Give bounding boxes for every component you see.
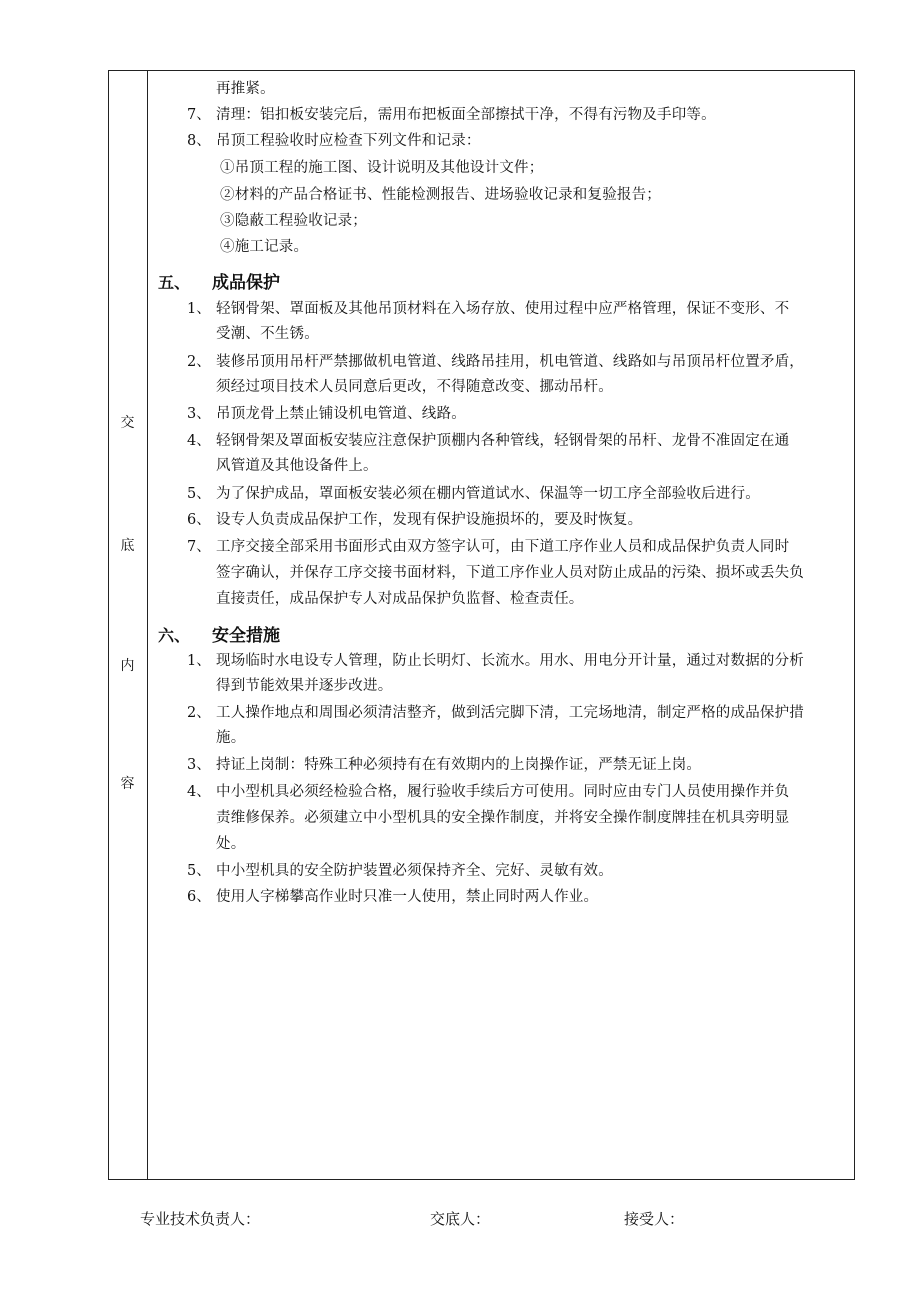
- s6-item-4-line-2: 责维修保养。必须建立中小型机具的安全操作制度，并将安全操作制度牌挂在机具旁明显: [216, 810, 790, 826]
- s5-item-3-number: 3、: [187, 406, 211, 422]
- s6-item-1-number: 1、: [187, 653, 211, 669]
- sub-item-2: ②材料的产品合格证书、性能检测报告、进场验收记录和复验报告；: [220, 187, 661, 203]
- s6-item-6-number: 6、: [187, 889, 211, 905]
- side-label-char-3: 内: [120, 658, 135, 674]
- section-6-number: 六、: [158, 626, 191, 645]
- s6-item-1-line-1: 现场临时水电设专人管理，防止长明灯、长流水。用水、用电分开计量，通过对数据的分析: [216, 653, 804, 669]
- section-5-title: 成品保护: [212, 273, 280, 293]
- s6-item-4-line-1: 中小型机具必须经检验合格，履行验收手续后方可使用。同时应由专门人员使用操作并负: [216, 784, 790, 800]
- s5-item-4-number: 4、: [187, 433, 211, 449]
- s5-item-1-number: 1、: [187, 301, 211, 317]
- sub-item-3: ③隐蔽工程验收记录；: [220, 213, 367, 229]
- s6-item-1-line-2: 得到节能效果并逐步改进。: [216, 678, 393, 694]
- s5-item-5-line-1: 为了保护成品，罩面板安装必须在棚内管道试水、保温等一切工序全部验收后进行。: [216, 486, 760, 502]
- side-label-char-2: 底: [120, 538, 135, 554]
- item-8-number: 8、: [187, 133, 211, 149]
- s6-item-4-number: 4、: [187, 784, 211, 800]
- s5-item-7-number: 7、: [187, 539, 211, 555]
- s6-item-4-line-3: 处。: [216, 836, 246, 852]
- s5-item-2-line-2: 须经过项目技术人员同意后更改，不得随意改变、挪动吊杆。: [216, 379, 613, 395]
- section-5-number: 五、: [158, 273, 191, 292]
- s5-item-4-line-2: 风管道及其他设备件上。: [216, 458, 378, 474]
- footer-presenter-label: 交底人：: [430, 1210, 491, 1228]
- s6-item-2-line-2: 施。: [216, 730, 246, 746]
- s5-item-4-line-1: 轻钢骨架及罩面板安装应注意保护顶棚内各种管线，轻钢骨架的吊杆、龙骨不准固定在通: [216, 433, 790, 449]
- s5-item-5-number: 5、: [187, 486, 211, 502]
- s5-item-1-line-2: 受潮、不生锈。: [216, 326, 319, 342]
- item-8-text: 吊顶工程验收时应检查下列文件和记录：: [216, 133, 481, 149]
- s6-item-3-number: 3、: [187, 757, 211, 773]
- side-label-char-4: 容: [120, 776, 135, 792]
- footer-receiver-label: 接受人：: [624, 1210, 685, 1228]
- s6-item-2-number: 2、: [187, 705, 211, 721]
- s5-item-7-line-2: 签字确认，并保存工序交接书面材料，下道工序作业人员对防止成品的污染、损坏或丢失负: [216, 565, 804, 581]
- s5-item-2-number: 2、: [187, 354, 211, 370]
- s5-item-7-line-3: 直接责任，成品保护专人对成品保护负监督、检查责任。: [216, 591, 584, 607]
- s5-item-6-number: 6、: [187, 512, 211, 528]
- s6-item-6-line-1: 使用人字梯攀高作业时只准一人使用，禁止同时两人作业。: [216, 889, 599, 905]
- s6-item-2-line-1: 工人操作地点和周围必须清洁整齐，做到活完脚下清，工完场地清，制定严格的成品保护措: [216, 705, 804, 721]
- sub-item-1: ①吊顶工程的施工图、设计说明及其他设计文件；: [220, 160, 544, 176]
- item-7-text: 清理：铝扣板安装完后，需用布把板面全部擦拭干净，不得有污物及手印等。: [216, 107, 716, 123]
- side-label-char-1: 交: [120, 415, 135, 431]
- s6-item-5-line-1: 中小型机具的安全防护装置必须保持齐全、完好、灵敏有效。: [216, 863, 613, 879]
- s5-item-7-line-1: 工序交接全部采用书面形式由双方签字认可，由下道工序作业人员和成品保护负责人同时: [216, 539, 790, 555]
- section-6-title: 安全措施: [212, 626, 280, 646]
- s5-item-2-line-1: 装修吊顶用吊杆严禁挪做机电管道、线路吊挂用，机电管道、线路如与吊顶吊杆位置矛盾，: [216, 354, 804, 370]
- s6-item-5-number: 5、: [187, 863, 211, 879]
- s5-item-3-line-1: 吊顶龙骨上禁止铺设机电管道、线路。: [216, 406, 466, 422]
- s6-item-3-line-1: 持证上岗制：特殊工种必须持有在有效期内的上岗操作证，严禁无证上岗。: [216, 757, 702, 773]
- s5-item-6-line-1: 设专人负责成品保护工作，发现有保护设施损坏的，要及时恢复。: [216, 512, 643, 528]
- s5-item-1-line-1: 轻钢骨架、罩面板及其他吊顶材料在入场存放、使用过程中应严格管理，保证不变形、不: [216, 301, 790, 317]
- footer-tech-lead-label: 专业技术负责人：: [140, 1210, 261, 1228]
- continuation-text: 再推紧。: [216, 81, 275, 97]
- item-7-number: 7、: [187, 107, 211, 123]
- sub-item-4: ④施工记录。: [220, 239, 309, 255]
- column-divider: [147, 70, 148, 1180]
